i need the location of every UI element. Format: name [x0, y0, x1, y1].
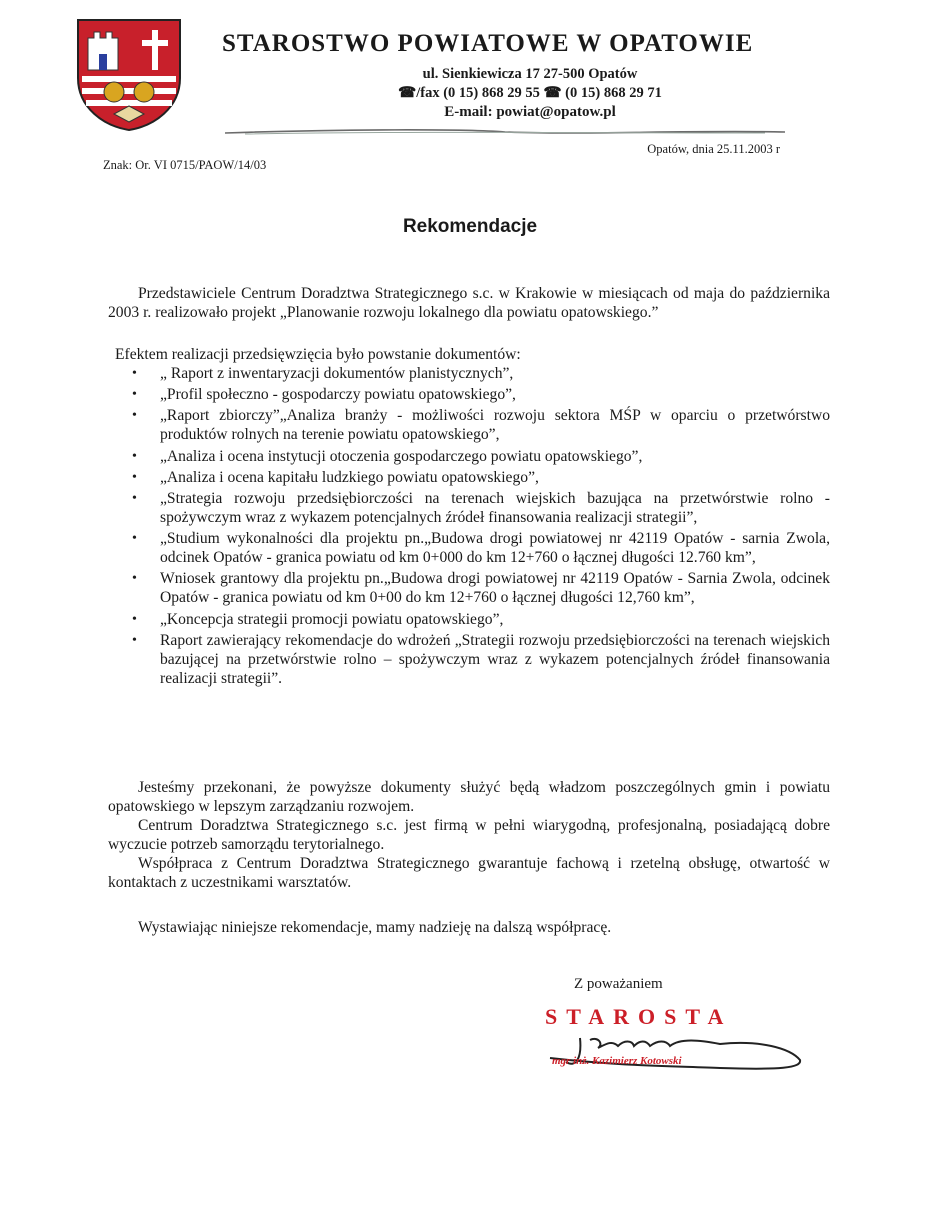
list-item — [118, 529, 830, 567]
bullet: • — [132, 632, 137, 648]
signer-name: mgr inż. Kazimierz Kotowski — [552, 1055, 682, 1067]
list-item-text: „Strategia rozwoju przedsiębiorczości na terenach wiejskich bazująca na przetwórstwie rolno - spożywczym wraz z wykazem potencjalnych źródeł finansowania realizacji strategii”, — [160, 489, 830, 526]
reference-number: Znak: Or. VI 0715/PAOW/14/03 — [103, 158, 267, 172]
cooperation-paragraph: Współpraca z Centrum Doradztwa Strategicznego gwarantuje fachową i rzetelną obsługę, otwartość w kontaktach z uczestnikami warsztatów. — [108, 855, 830, 891]
phone-line: ☎/fax (0 15) 868 29 55 ☎ (0 15) 868 29 71 — [398, 85, 662, 101]
bullet: • — [132, 469, 137, 485]
place-date: Opatów, dnia 25.11.2003 r — [647, 142, 780, 156]
address-line: ul. Sienkiewicza 17 27-500 Opatów — [422, 66, 638, 82]
bullet: • — [132, 408, 137, 424]
document-title: Rekomendacje — [402, 216, 538, 237]
email-line: E-mail: powiat@opatow.pl — [444, 104, 616, 120]
document-list — [118, 364, 830, 690]
list-item-text: „Profil społeczno - gospodarczy powiatu opatowskiego”, — [160, 386, 516, 404]
list-item-text: Wniosek grantowy dla projektu pn.„Budowa drogi powiatowej nr 42119 Opatów - Sarnia Zwola, odcinek Opatów - granica powiatu od km 0+00 do km 12+760 o łącznej długości 12,760 km”, — [160, 570, 830, 607]
list-item-text: „Koncepcja strategii promocji powiatu opatowskiego”, — [160, 610, 504, 628]
list-item — [118, 631, 830, 688]
list-item — [118, 385, 830, 404]
header-divider — [225, 126, 785, 138]
list-item-text: „Analiza i ocena instytucji otoczenia gospodarczego powiatu opatowskiego”, — [160, 447, 643, 465]
list-item — [118, 468, 830, 487]
bullet: • — [132, 611, 137, 627]
handwritten-signature — [520, 1010, 820, 1080]
conclusion-paragraph: Jesteśmy przekonani, że powyższe dokumenty służyć będą władzom poszczególnych gmin i powiatu opatowskiego w lepszym zarządzaniu rozwojem. — [108, 779, 830, 815]
list-item-text: „ Raport z inwentaryzacji dokumentów planistycznych”, — [160, 365, 514, 382]
list-item-text: „Analiza i ocena kapitału ludzkiego powiatu opatowskiego”, — [160, 468, 539, 486]
reliability-paragraph: Centrum Doradztwa Strategicznego s.c. jest firmą w pełni wiarygodną, profesjonalną, posiadającą dobre wyczucie potrzeb samorządu terytorialnego. — [108, 817, 830, 853]
stamp-title: STAROSTA — [545, 1004, 733, 1029]
intro-paragraph: Przedstawiciele Centrum Doradztwa Strategicznego s.c. w Krakowie w miesiącach od maja do października 2003 r. realizowało projekt „Planowanie rozwoju lokalnego dla powiatu opatowskiego.” — [108, 285, 830, 321]
bullet: • — [132, 366, 137, 381]
bullet: • — [132, 387, 137, 403]
effect-paragraph: Efektem realizacji przedsięwzięcia było powstanie dokumentów: — [115, 346, 521, 363]
list-item — [118, 610, 830, 629]
office-name: STAROSTWO POWIATOWE W OPATOWIE — [222, 30, 754, 57]
bullet: • — [132, 571, 137, 587]
list-item — [118, 489, 830, 527]
list-item — [118, 447, 830, 466]
list-item — [118, 364, 830, 383]
list-item — [118, 569, 830, 607]
list-item — [118, 406, 830, 444]
closing-paragraph: Wystawiając niniejsze rekomendacje, mamy nadzieję na dalszą współpracę. — [138, 919, 612, 936]
list-item-text: Raport zawierający rekomendacje do wdrożeń „Strategii rozwoju przedsiębiorczości na terenach wiejskich bazującej na przetwórstwie rolno – spożywczym wraz z wykazem potencjalnych źródeł finansowania realizacji strategii”. — [160, 631, 830, 687]
bullet: • — [132, 448, 137, 464]
bullet: • — [132, 531, 137, 547]
list-item-text: „Studium wykonalności dla projektu pn.„Budowa drogi powiatowej nr 42119 Opatów - sarnia Zwola, odcinek Opatów - granica powiatu od km 0+000 do km 12+760 o łącznej długości 12.760 km”, — [160, 530, 830, 567]
list-item-text: „Raport zbiorczy”„Analiza branży - możliwości rozwoju sektora MŚP w oparciu o przetwórstwo produktów rolnych na terenie powiatu opatowskiego”, — [160, 407, 830, 444]
regards-text: Z poważaniem — [574, 976, 663, 992]
bullet: • — [132, 490, 137, 506]
